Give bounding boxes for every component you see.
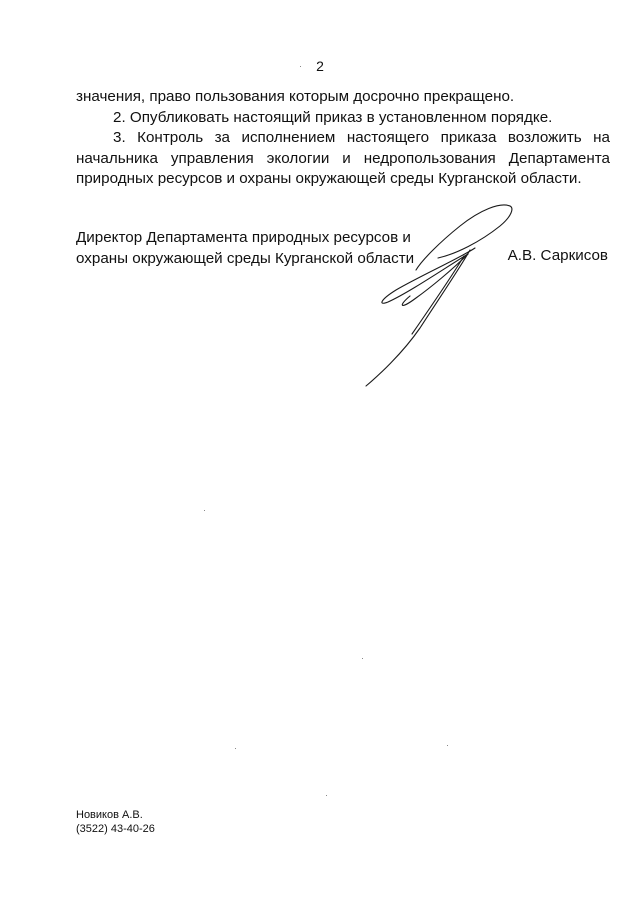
paragraph-item-2: 2. Опубликовать настоящий приказ в установленном порядке. — [113, 108, 553, 126]
paragraph-item-3: 3. Контроль за исполнением настоящего приказа возложить на начальника управления экологии и недропользования Департамента природных ресурсов и охраны окружающей среды Курганской области. — [76, 129, 610, 187]
scan-speck — [204, 510, 205, 511]
signatory-title-line-1: Директор Департамента природных ресурсов и — [76, 229, 411, 246]
scan-speck — [300, 66, 301, 67]
document-body — [76, 87, 610, 190]
scan-speck — [447, 745, 448, 746]
paragraph-continuation: значения, право пользования которым досрочно прекращено. — [76, 88, 515, 105]
executor-footer — [76, 808, 155, 836]
signatory-title-line-2: охраны окружающей среды Курганской области — [76, 249, 415, 267]
signatory-name: А.В. Саркисов — [507, 247, 608, 264]
scan-speck — [235, 748, 236, 749]
executor-name: Новиков А.В. — [76, 809, 143, 821]
executor-phone: (3522) 43-40-26 — [76, 823, 155, 835]
page-number: 2 — [316, 58, 324, 74]
scan-speck — [326, 795, 327, 796]
handwritten-signature — [360, 198, 520, 388]
scan-speck — [362, 658, 363, 659]
